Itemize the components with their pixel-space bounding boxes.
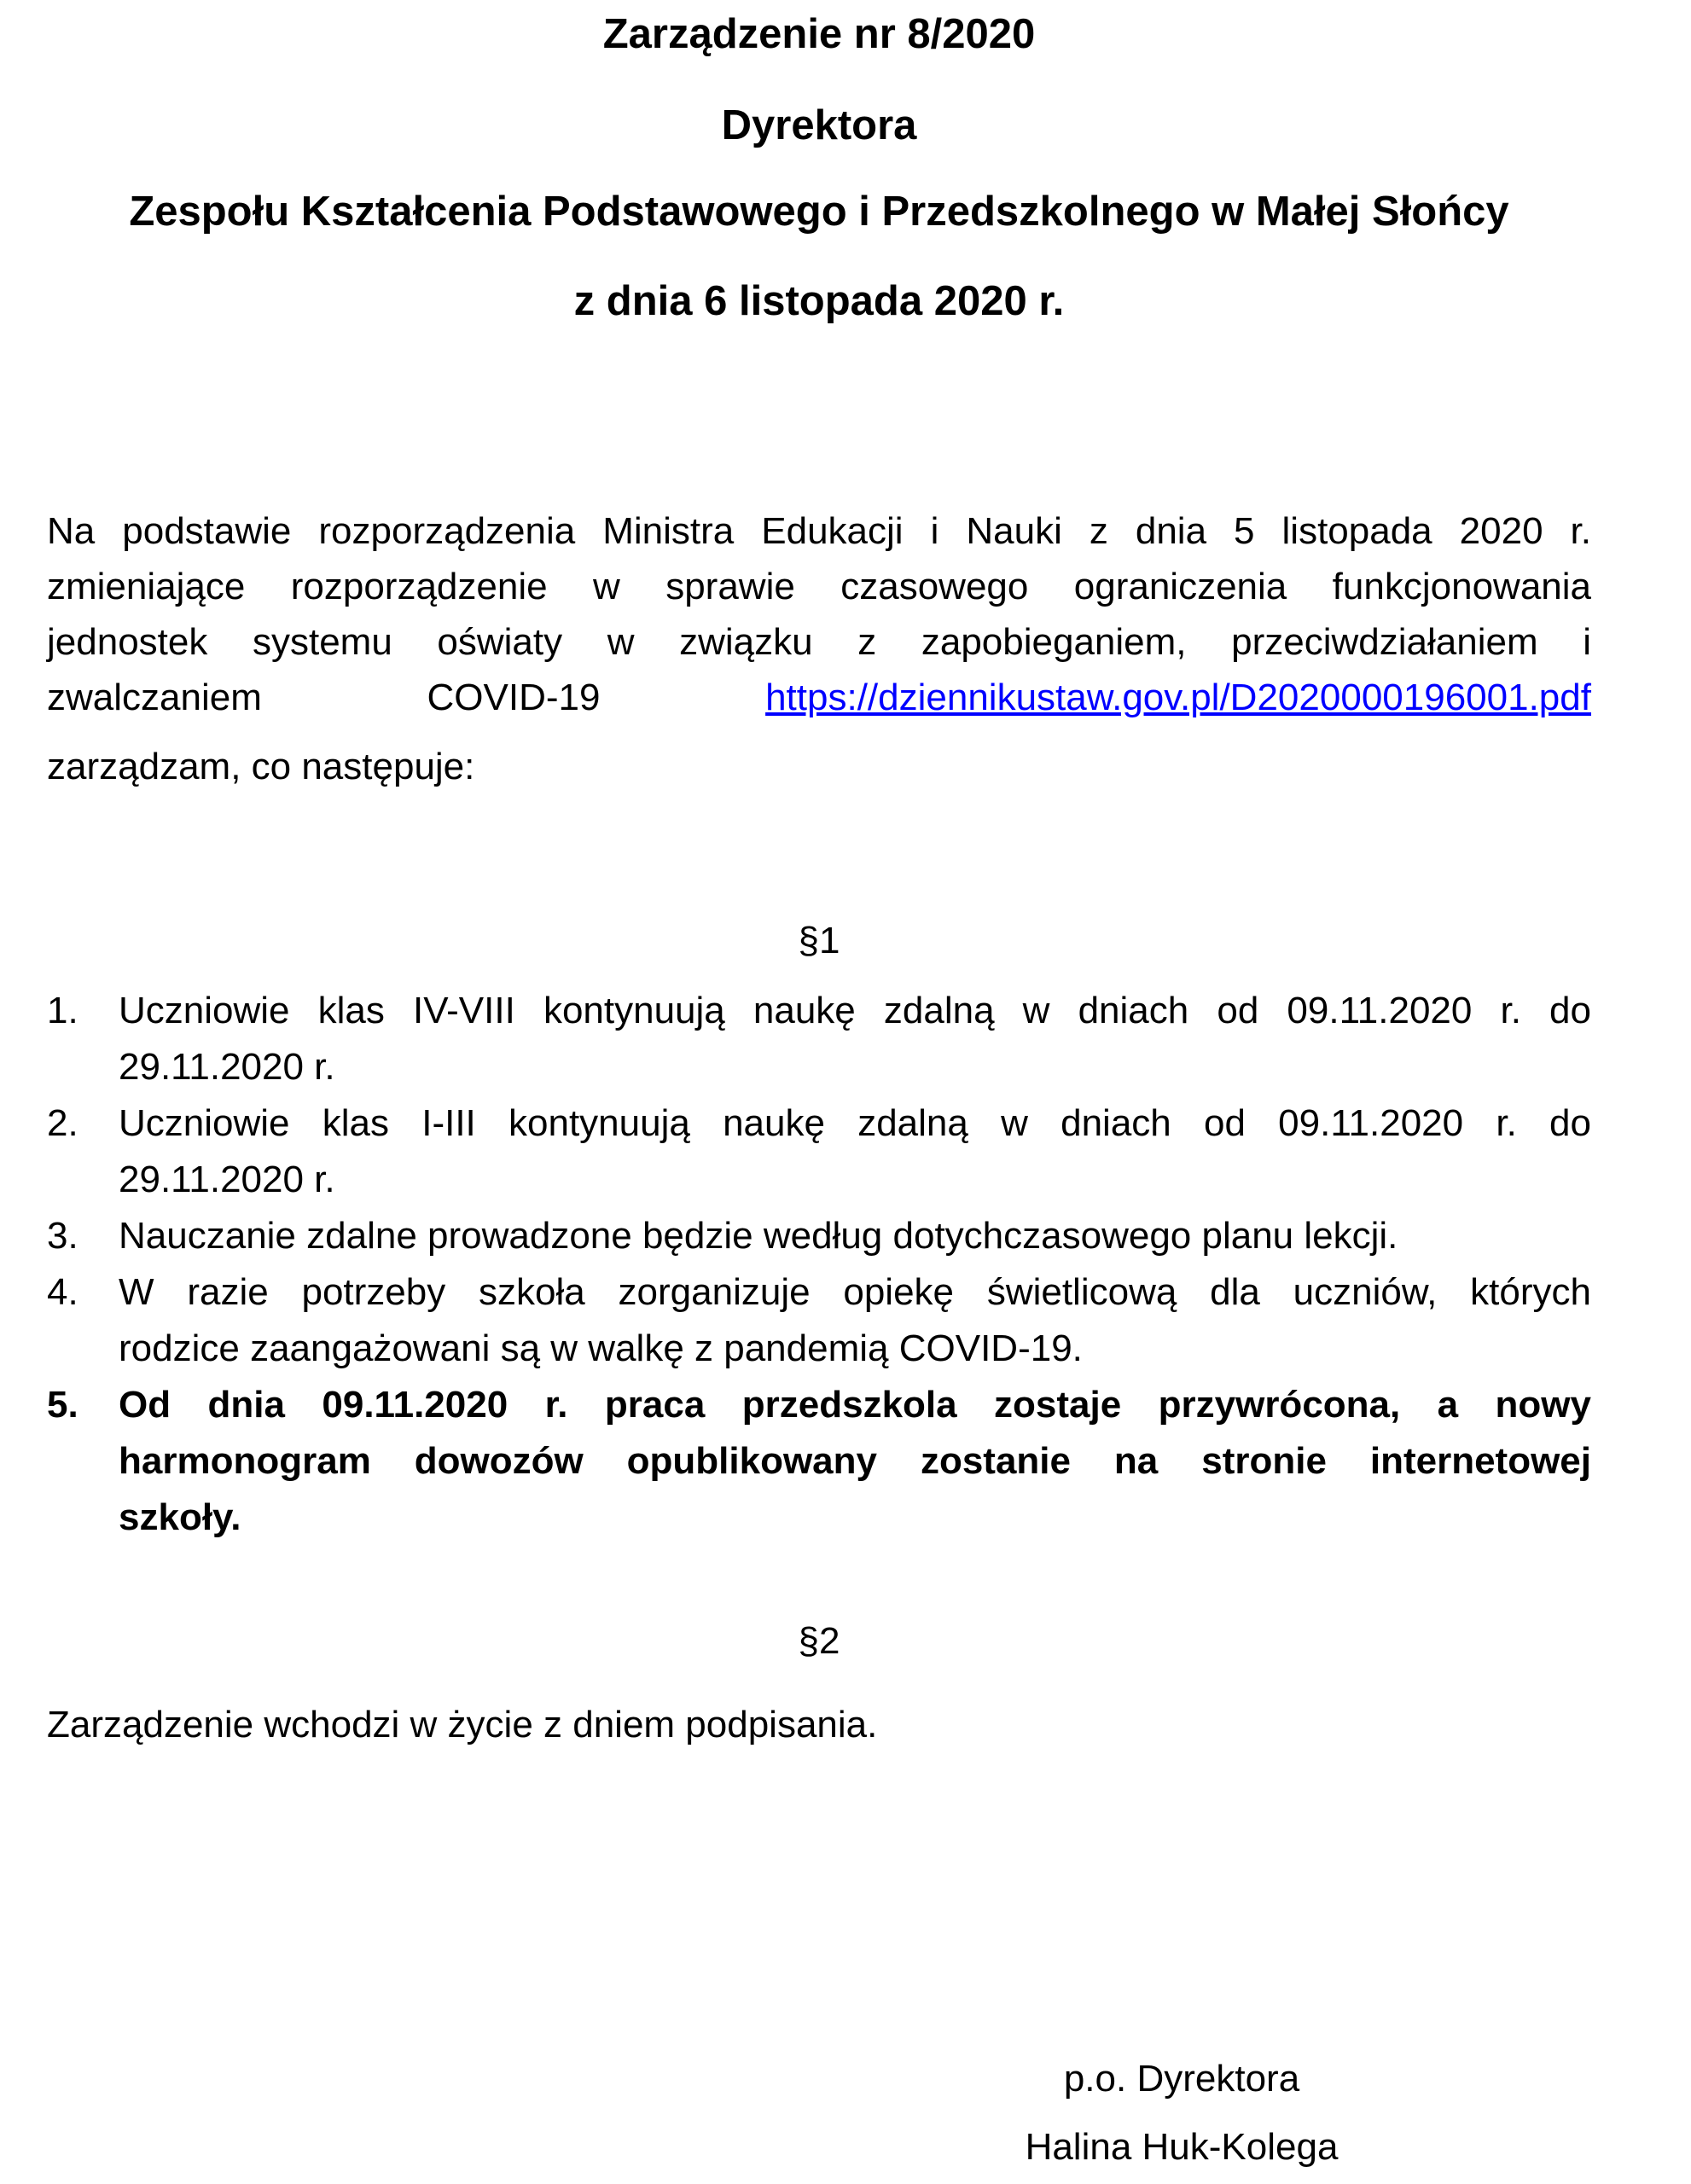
preamble-closing: zarządzam, co następuje: [47, 746, 475, 787]
section1-list [47, 983, 1591, 1546]
list-item-2-line-2: 29.11.2020 r. [119, 1159, 335, 1200]
preamble-word-covid19: COVID-19 [427, 677, 601, 718]
preamble-word-zwalczaniem: zwalczaniem [47, 677, 262, 718]
section1-mark: §1 [798, 920, 840, 961]
list-item-5 [47, 1377, 1591, 1546]
list-item-2 [47, 1095, 1591, 1208]
signature-name: Halina Huk-Kolega [1025, 2126, 1339, 2168]
list-item-2-line-1: Uczniowie klas I-III kontynuują naukę zdalną w dniach od 09.11.2020 r. do [119, 1102, 1591, 1144]
list-item-3-number: 3. [47, 1215, 78, 1257]
list-item-4-line-2: rodzice zaangażowani są w walkę z pandemią COVID-19. [119, 1327, 1083, 1369]
list-item-2-number: 2. [47, 1102, 78, 1144]
preamble-line-3: jednostek systemu oświaty w związku z zapobieganiem, przeciwdziałaniem i [47, 621, 1591, 663]
dziennik-ustaw-link[interactable]: https://dziennikustaw.gov.pl/D2020000196001.pdf [765, 677, 1591, 718]
list-item-1 [47, 983, 1591, 1095]
list-item-4 [47, 1264, 1591, 1377]
section2-text: Zarządzenie wchodzi w życie z dniem podpisania. [47, 1704, 878, 1745]
signature-block [926, 2045, 1438, 2181]
list-item-5-line-2: harmonogram dowozów opublikowany zostanie na stronie internetowej [119, 1440, 1591, 1482]
list-item-4-line-1: W razie potrzeby szkoła zorganizuje opiekę świetlicową dla uczniów, których [119, 1271, 1591, 1313]
section2-mark: §2 [798, 1620, 840, 1662]
list-item-5-line-3: szkoły. [119, 1496, 241, 1538]
list-item-3-line-1: Nauczanie zdalne prowadzone będzie według dotychczasowego planu lekcji. [119, 1215, 1398, 1257]
preamble-paragraph [47, 503, 1591, 725]
list-item-5-line-1: Od dnia 09.11.2020 r. praca przedszkola zostaje przywrócona, a nowy [119, 1384, 1591, 1426]
list-item-1-line-2: 29.11.2020 r. [119, 1046, 335, 1088]
doc-title-institution: Zespołu Kształcenia Podstawowego i Przedszkolnego w Małej Słońcy [129, 189, 1509, 235]
preamble-line-4 [47, 670, 1591, 725]
list-item-1-number: 1. [47, 990, 78, 1031]
signature-role: p.o. Dyrektora [1063, 2058, 1300, 2100]
list-item-3 [47, 1208, 1591, 1264]
preamble-line-1: Na podstawie rozporządzenia Ministra Edukacji i Nauki z dnia 5 listopada 2020 r. [47, 510, 1591, 552]
list-item-4-number: 4. [47, 1271, 78, 1313]
doc-title-issuer: Dyrektora [721, 102, 917, 148]
doc-title-date: z dnia 6 listopada 2020 r. [573, 278, 1065, 324]
list-item-1-line-1: Uczniowie klas IV-VIII kontynuują naukę zdalną w dniach od 09.11.2020 r. do [119, 990, 1591, 1031]
list-item-5-number: 5. [47, 1384, 78, 1426]
doc-title-number: Zarządzenie nr 8/2020 [602, 11, 1036, 57]
preamble-line-2: zmieniające rozporządzenie w sprawie czasowego ograniczenia funkcjonowania [47, 566, 1591, 607]
